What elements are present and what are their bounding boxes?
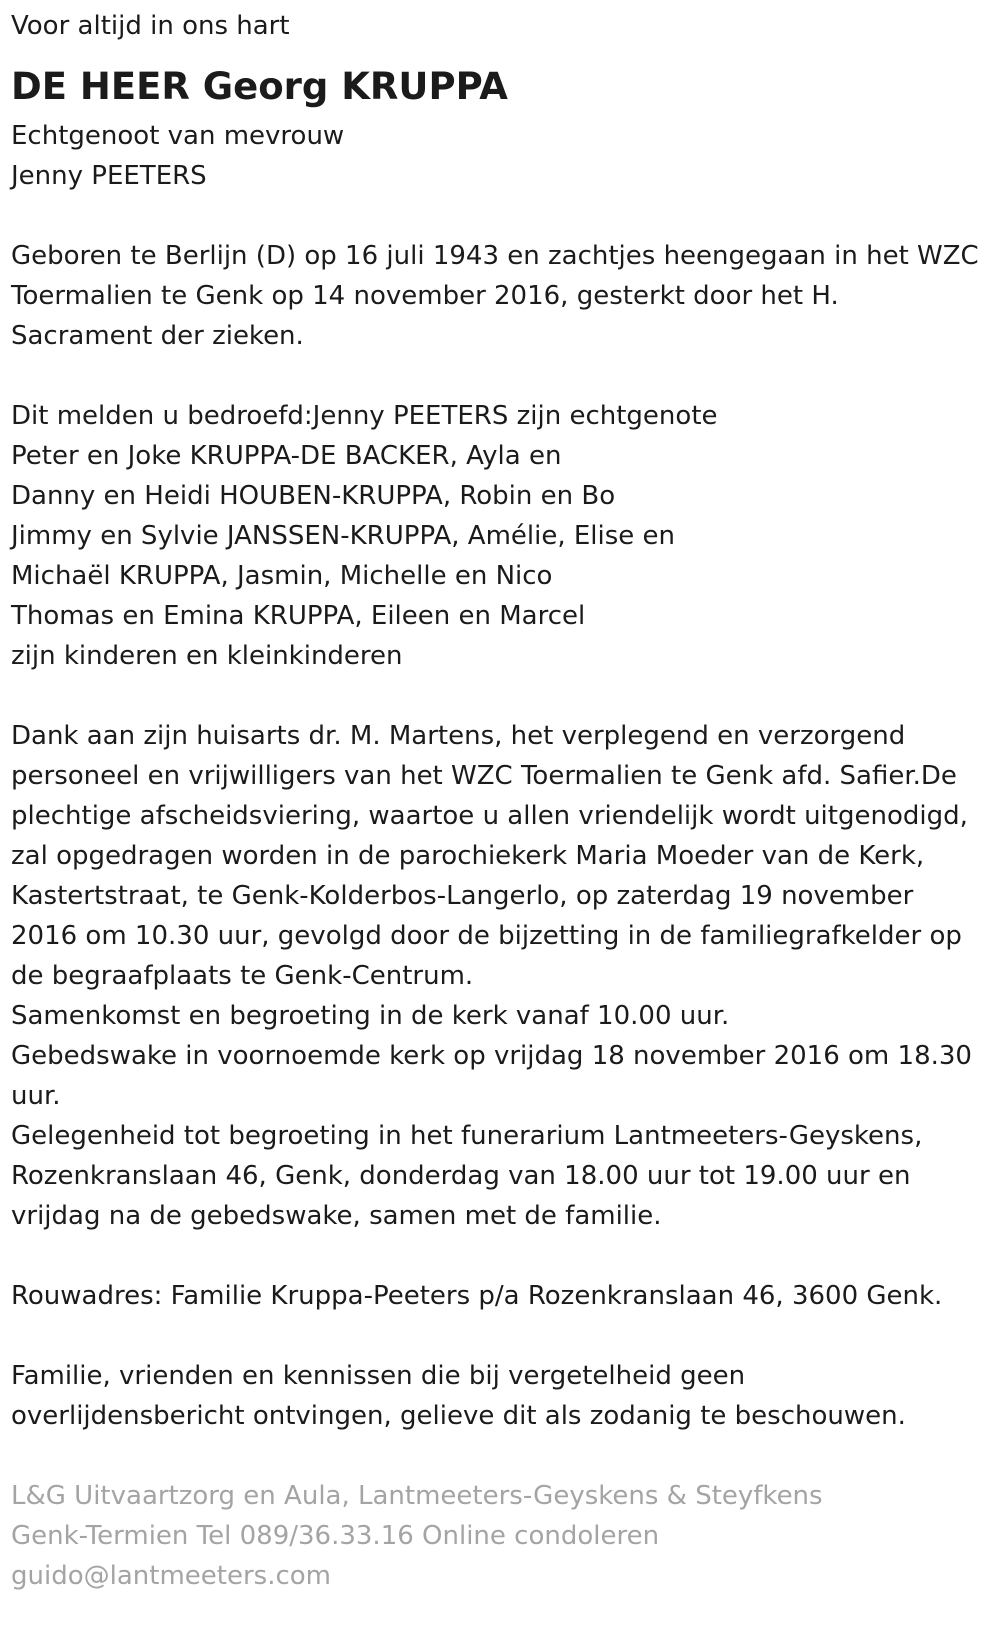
deceased-name: DE HEER Georg KRUPPA	[11, 65, 508, 108]
paragraph-line: Thomas en Emina KRUPPA, Eileen en Marcel	[11, 601, 586, 631]
footer-line: Genk-Termien Tel 089/36.33.16 Online condoleren	[11, 1521, 660, 1551]
paragraph-line: plechtige afscheidsviering, waartoe u allen vriendelijk wordt uitgenodigd,	[11, 801, 968, 831]
ceremony-paragraph	[11, 716, 989, 1236]
birth-paragraph	[11, 236, 989, 356]
paragraph-line: Sacrament der zieken.	[11, 321, 304, 351]
paragraph-line: Samenkomst en begroeting in de kerk vanaf 10.00 uur.	[11, 1001, 730, 1031]
paragraph-line: Michaël KRUPPA, Jasmin, Michelle en Nico	[11, 561, 553, 591]
paragraph-line: Kastertstraat, te Genk-Kolderbos-Langerlo, op zaterdag 19 november	[11, 881, 914, 911]
paragraph-line: Peter en Joke KRUPPA-DE BACKER, Ayla en	[11, 441, 562, 471]
paragraph-line: uur.	[11, 1081, 61, 1111]
paragraph-line: Familie, vrienden en kennissen die bij vergetelheid geen	[11, 1361, 746, 1391]
spacer	[11, 356, 989, 396]
spacer	[11, 196, 989, 236]
paragraph-line: Gebedswake in voornoemde kerk op vrijdag 18 november 2016 om 18.30	[11, 1041, 972, 1071]
motto: Voor altijd in ons hart	[11, 11, 290, 41]
funeral-home-footer	[11, 1476, 989, 1596]
paragraph-line: Toermalien te Genk op 14 november 2016, gesterkt door het H.	[11, 281, 839, 311]
spacer	[11, 1436, 989, 1476]
family-paragraph	[11, 396, 989, 676]
paragraph-line: Gelegenheid tot begroeting in het funerarium Lantmeeters-Geyskens,	[11, 1121, 923, 1151]
paragraph-line: 2016 om 10.30 uur, gevolgd door de bijzetting in de familiegrafkelder op	[11, 921, 962, 951]
paragraph-line: zal opgedragen worden in de parochiekerk Maria Moeder van de Kerk,	[11, 841, 925, 871]
footer-email: guido@lantmeeters.com	[11, 1561, 331, 1591]
paragraph-line: de begraafplaats te Genk-Centrum.	[11, 961, 474, 991]
paragraph-line: Rozenkranslaan 46, Genk, donderdag van 18.00 uur tot 19.00 uur en	[11, 1161, 911, 1191]
paragraph-line: Rouwadres: Familie Kruppa-Peeters p/a Rozenkranslaan 46, 3600 Genk.	[11, 1281, 943, 1311]
spacer	[11, 676, 989, 716]
paragraph-line: zijn kinderen en kleinkinderen	[11, 641, 403, 671]
paragraph-line: overlijdensbericht ontvingen, gelieve dit als zodanig te beschouwen.	[11, 1401, 906, 1431]
spouse-line: Echtgenoot van mevrouw	[11, 121, 345, 151]
paragraph-line: vrijdag na de gebedswake, samen met de familie.	[11, 1201, 662, 1231]
paragraph-line: Danny en Heidi HOUBEN-KRUPPA, Robin en Bo	[11, 481, 616, 511]
spacer	[11, 1316, 989, 1356]
spouse-block	[11, 116, 989, 196]
paragraph-line: Geboren te Berlijn (D) op 16 juli 1943 en zachtjes heengegaan in het WZC	[11, 241, 979, 271]
spacer	[11, 1236, 989, 1276]
paragraph-line: Jimmy en Sylvie JANSSEN-KRUPPA, Amélie, Elise en	[11, 521, 676, 551]
paragraph-line: Dank aan zijn huisarts dr. M. Martens, het verplegend en verzorgend	[11, 721, 906, 751]
footer-line: L&G Uitvaartzorg en Aula, Lantmeeters-Geyskens & Steyfkens	[11, 1481, 823, 1511]
paragraph-line: personeel en vrijwilligers van het WZC Toermalien te Genk afd. Safier.De	[11, 761, 957, 791]
notice-paragraph	[11, 1356, 989, 1436]
address-paragraph	[11, 1276, 989, 1316]
spouse-line: Jenny PEETERS	[11, 161, 207, 191]
paragraph-line: Dit melden u bedroefd:Jenny PEETERS zijn echtgenote	[11, 401, 718, 431]
